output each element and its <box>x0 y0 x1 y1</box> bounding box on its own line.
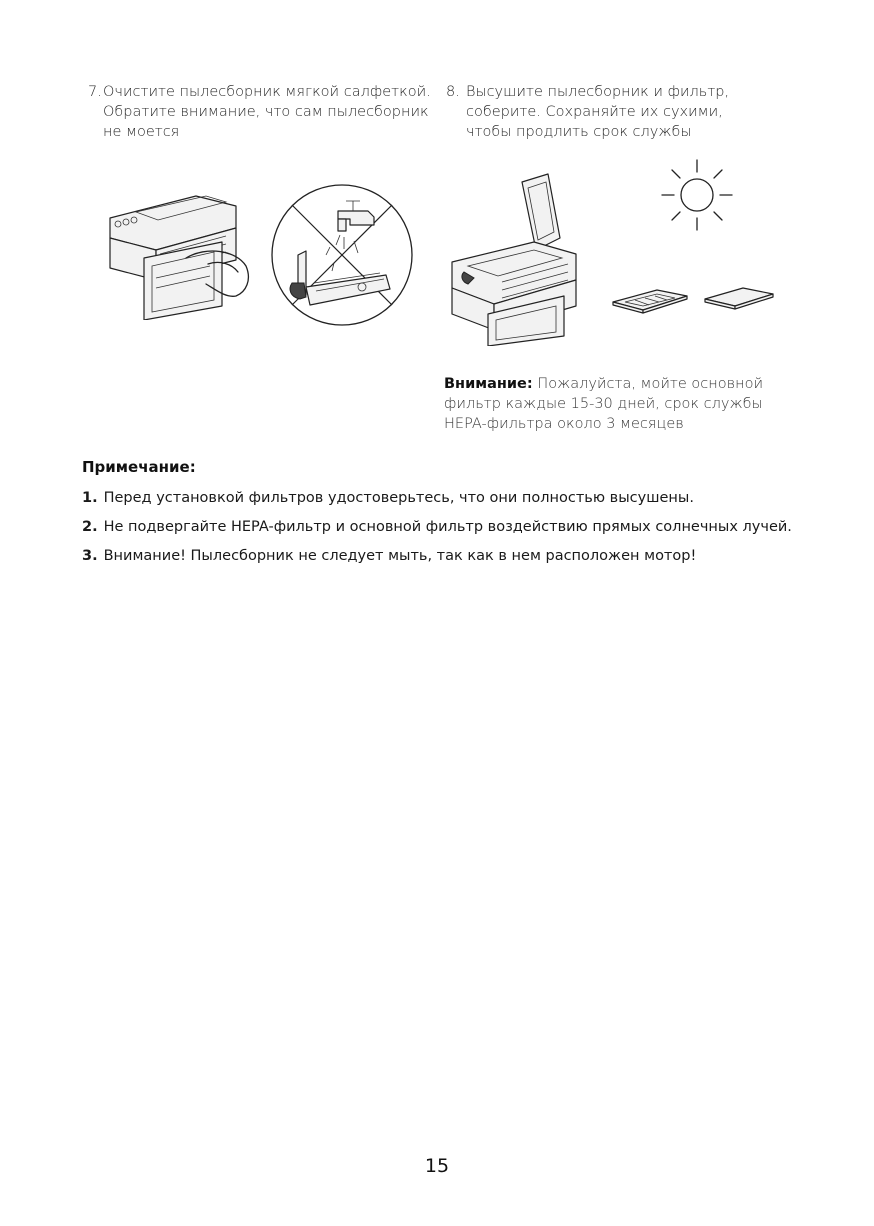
step-8 <box>446 82 729 142</box>
note-item <box>82 519 792 535</box>
dustbin-wipe-illustration <box>96 188 254 320</box>
attention-line-3: HEPA-фильтра около 3 месяцев <box>444 416 684 432</box>
note-item-number: 1. <box>82 490 98 506</box>
step-7-line-3: не моется <box>103 124 180 140</box>
attention-notice <box>444 374 763 434</box>
attention-line-2: фильтр каждые 15-30 дней, срок службы <box>444 396 763 412</box>
no-water-tap-icon <box>270 183 415 328</box>
note-item-number: 3. <box>82 548 98 564</box>
step-8-number: 8. <box>446 84 460 100</box>
step-8-line-2: соберите. Сохраняйте их сухими, <box>466 104 723 120</box>
step-7 <box>88 82 431 142</box>
note-title: Примечание: <box>82 458 196 476</box>
note-item-text: Не подвергайте HEPA-фильтр и основной фильтр воздействию прямых солнечных лучей. <box>103 519 792 535</box>
attention-label: Внимание: <box>444 376 533 392</box>
note-item-text: Перед установкой фильтров удостоверьтесь, что они полностью высушены. <box>103 490 694 506</box>
note-item-number: 2. <box>82 519 98 535</box>
hepa-filter-icon <box>703 286 775 310</box>
note-item <box>82 490 694 506</box>
sun-icon <box>660 158 734 232</box>
step-7-number: 7. <box>88 84 102 100</box>
note-item-text: Внимание! Пылесборник не следует мыть, так как в нем расположен мотор! <box>103 548 697 564</box>
open-dustbin-illustration <box>444 168 582 346</box>
step-8-line-1: Высушите пылесборник и фильтр, <box>466 84 730 100</box>
step-7-line-1: Очистите пылесборник мягкой салфеткой. <box>103 84 431 100</box>
page-number: 15 <box>424 1155 450 1177</box>
note-item <box>82 548 696 564</box>
attention-line-1: Пожалуйста, мойте основной <box>532 376 764 392</box>
step-8-line-3: чтобы продлить срок службы <box>466 124 692 140</box>
step-7-line-2: Обратите внимание, что сам пылесборник <box>103 104 429 120</box>
main-filter-icon <box>611 288 689 314</box>
